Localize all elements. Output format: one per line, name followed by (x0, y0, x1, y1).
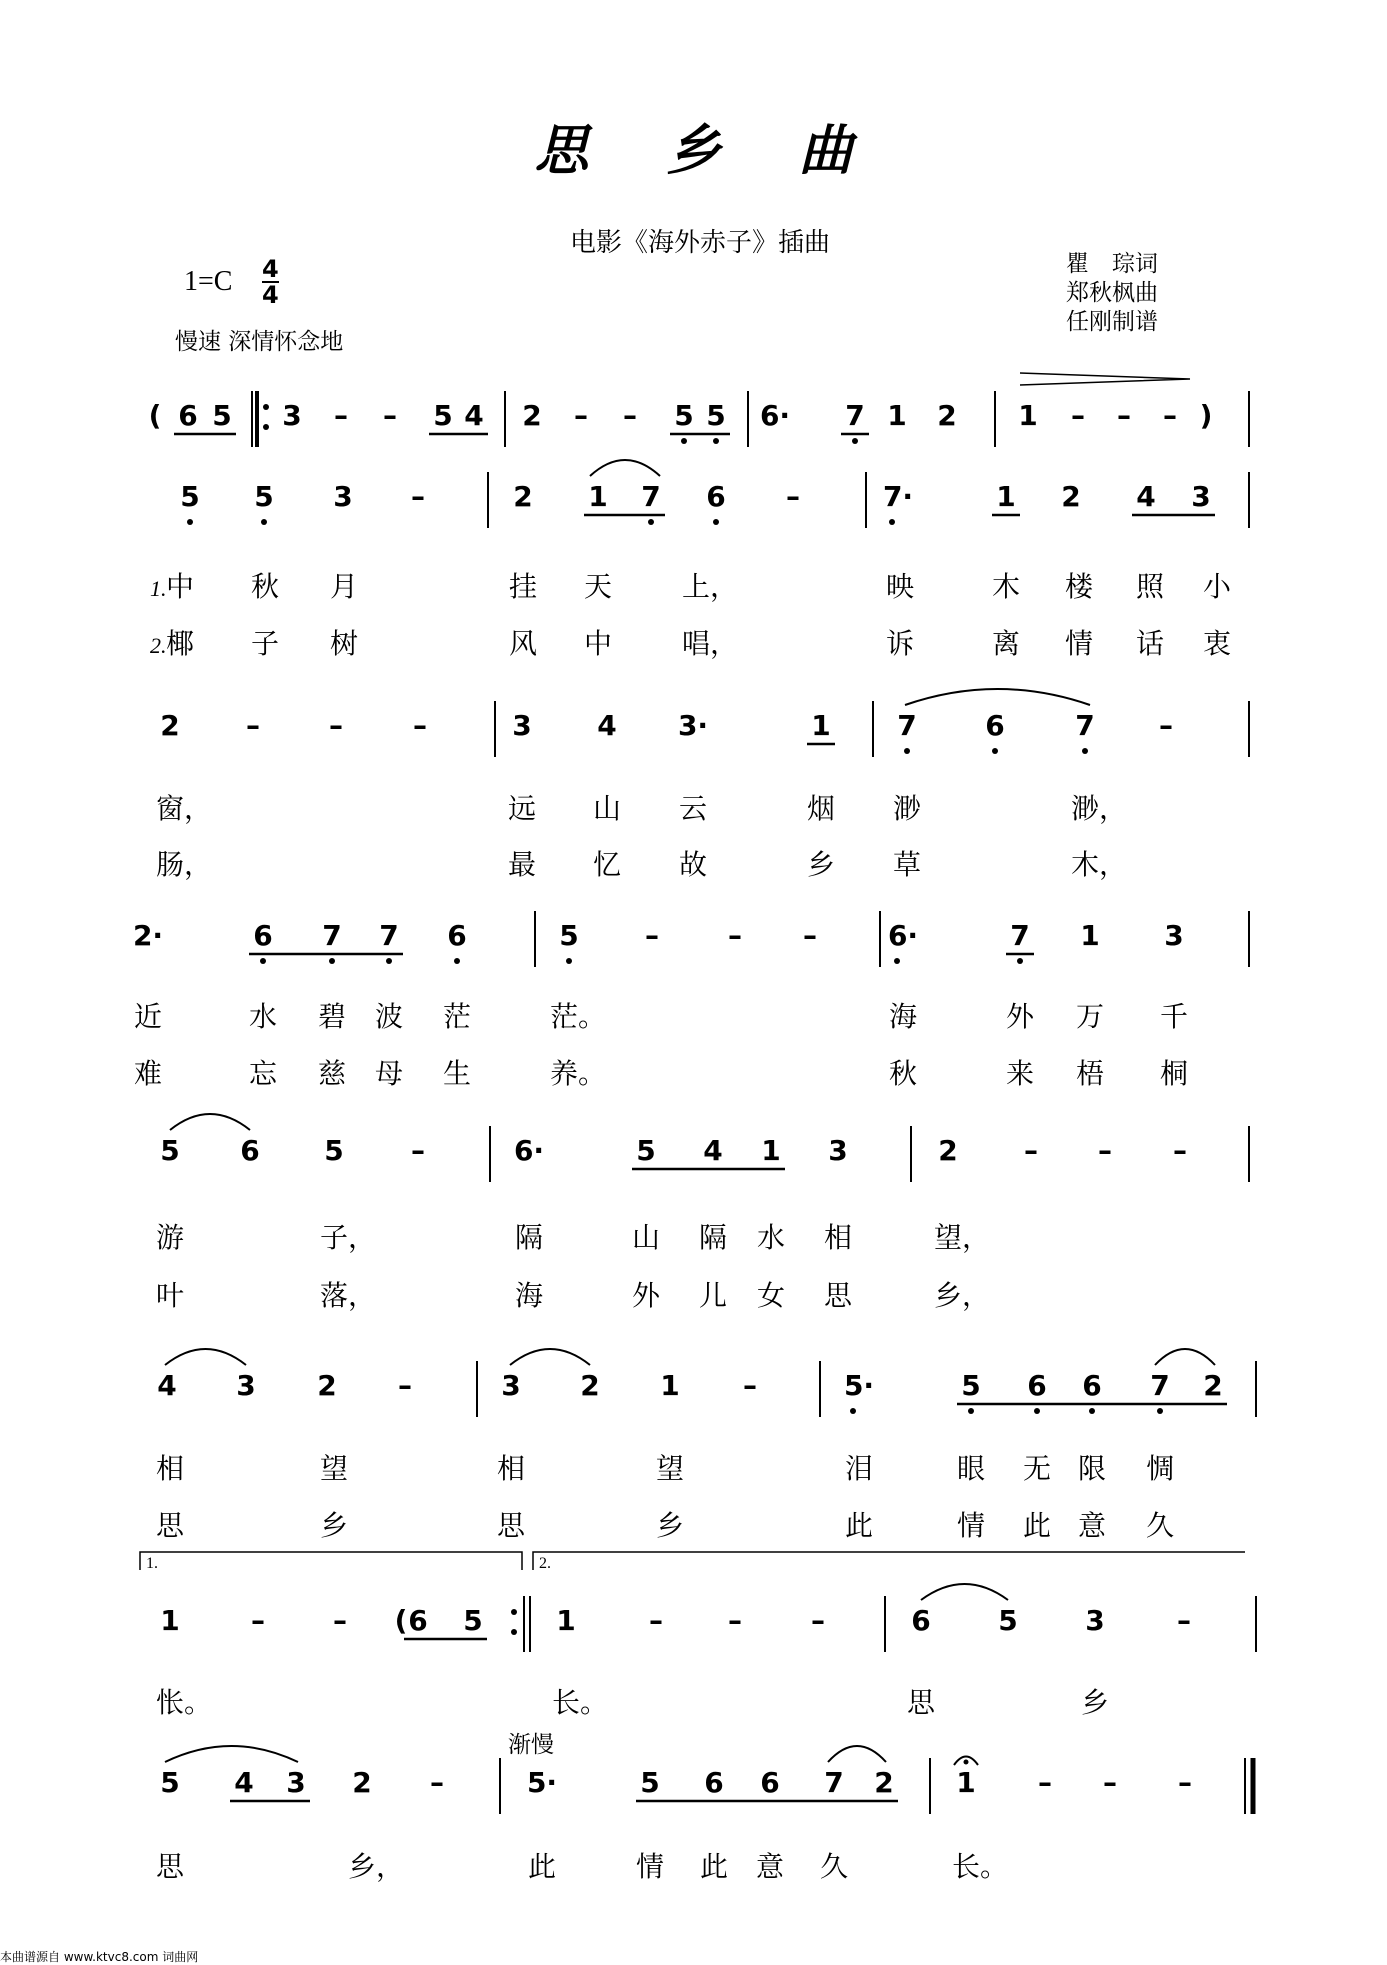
lyric-syllable: 思 (824, 1279, 853, 1312)
note: 7 (1010, 919, 1030, 952)
dash-mark: – (743, 1369, 757, 1402)
lyric-syllable: 母 (375, 1057, 404, 1090)
lyric-syllable: 久 (1146, 1509, 1175, 1542)
lyric-syllable: 相 (497, 1452, 526, 1485)
lyric-syllable: 思 (156, 1850, 185, 1883)
note: 7 (845, 399, 865, 432)
lyric-syllable: 忘 (249, 1057, 278, 1090)
note: 1 (887, 399, 907, 432)
low-octave-dot (992, 748, 998, 754)
dash-mark: – (413, 709, 427, 742)
repeat-dot (263, 424, 269, 430)
lyric-syllable: 相 (156, 1452, 185, 1485)
lyric-syllable: 梧 (1076, 1057, 1105, 1090)
note: 4 (597, 709, 617, 742)
lyric-syllable: 风 (509, 627, 538, 660)
low-octave-dot (1034, 1408, 1040, 1414)
dash-mark: – (728, 919, 742, 952)
low-octave-dot (1017, 958, 1023, 964)
note: 6· (759, 399, 791, 432)
slur (828, 1746, 886, 1762)
lyric-syllable: 海 (515, 1279, 544, 1312)
note: 2 (580, 1369, 600, 1402)
note: 5 (463, 1604, 483, 1637)
lyric-syllable: 隔 (699, 1221, 728, 1254)
note: 5 (180, 480, 200, 513)
note: 6 (760, 1766, 780, 1799)
lyric-syllable: 最 (508, 848, 537, 881)
note: 5 (674, 399, 694, 432)
dash-mark: – (251, 1604, 265, 1637)
dash-mark: – (645, 919, 659, 952)
dash-mark: – (1098, 1134, 1112, 1167)
note: 3 (236, 1369, 256, 1402)
slur (590, 460, 660, 476)
lyric-syllable: 远 (508, 792, 537, 825)
lyric-syllable: 相 (824, 1221, 853, 1254)
dash-mark: – (811, 1604, 825, 1637)
lyric-syllable: 茫。 (550, 1000, 607, 1033)
dash-mark: – (334, 399, 348, 432)
note: 4 (157, 1369, 177, 1402)
lyric-syllable: 故 (679, 848, 708, 881)
dash-mark: – (1038, 1766, 1052, 1799)
note: 1 (556, 1604, 576, 1637)
lyric-syllable: 楼 (1065, 570, 1094, 603)
lyric-syllable: 秋 (889, 1057, 918, 1090)
note: 2 (352, 1766, 372, 1799)
slur (170, 1114, 250, 1130)
low-octave-dot (260, 958, 266, 964)
lyric-syllable: 外 (1006, 1000, 1035, 1033)
slur (1155, 1349, 1215, 1365)
dash-mark: – (1163, 399, 1177, 432)
dash-mark: – (398, 1369, 412, 1402)
lyric-syllable: 子 (251, 627, 280, 660)
lyric-syllable: 望 (656, 1452, 685, 1485)
lyric-syllable: 此 (528, 1850, 557, 1883)
lyric-syllable: 天 (584, 570, 613, 603)
lyric-syllable: 烟 (807, 792, 836, 825)
note: 7 (1075, 709, 1095, 742)
low-octave-dot (894, 958, 900, 964)
lyric-syllable: 照 (1136, 570, 1165, 603)
note: 1 (1080, 919, 1100, 952)
note: 1 (996, 480, 1016, 513)
lyric-syllable: 忆 (593, 848, 622, 881)
slur (165, 1349, 246, 1365)
lyric-syllable: 草 (893, 848, 922, 881)
lyric-syllable: 乡， (348, 1850, 405, 1883)
dash-mark: – (411, 480, 425, 513)
lyric-syllable: 惆 (1146, 1452, 1175, 1485)
lyric-syllable: 渺， (1071, 792, 1128, 825)
note: 3 (1164, 919, 1184, 952)
time-signature-top: 4 (262, 255, 279, 283)
lyric-syllable: 水 (757, 1221, 786, 1254)
lyric-syllable: 情 (1065, 627, 1094, 660)
note: 5 (160, 1134, 180, 1167)
dash-mark: – (246, 709, 260, 742)
dash-mark: – (411, 1134, 425, 1167)
lyric-syllable: 小 (1203, 570, 1232, 603)
note: 3 (286, 1766, 306, 1799)
note: 3 (501, 1369, 521, 1402)
lyricist-credit: 瞿 琮词 (1066, 251, 1158, 277)
low-octave-dot (566, 958, 572, 964)
slur (905, 689, 1090, 705)
note: 2 (513, 480, 533, 513)
volta-label: 1. (146, 1555, 158, 1572)
note: 7· (882, 480, 914, 513)
note: 5 (254, 480, 274, 513)
lyric-syllable: 映 (886, 570, 915, 603)
note: 6 (1027, 1369, 1047, 1402)
lyric-syllable: 意 (756, 1850, 785, 1883)
lyric-syllable: 慈 (318, 1057, 347, 1090)
note: 6 (447, 919, 467, 952)
note: 5 (559, 919, 579, 952)
lyric-syllable: 此 (700, 1850, 729, 1883)
note: 4 (234, 1766, 254, 1799)
lyric-syllable: 长。 (552, 1686, 609, 1719)
low-octave-dot (454, 958, 460, 964)
subtitle: 电影《海外赤子》插曲 (570, 228, 831, 258)
note: 3 (828, 1134, 848, 1167)
low-octave-dot (1082, 748, 1088, 754)
source-footer: 本曲谱源自 www.ktvc8.com 词曲网 (0, 1950, 199, 1964)
lyric-syllable: 隔 (515, 1221, 544, 1254)
lyric-syllable: 乡 (1081, 1686, 1110, 1719)
note: 3 (1191, 480, 1211, 513)
lyric-syllable: 眼 (957, 1452, 986, 1485)
note: 5 (998, 1604, 1018, 1637)
note: 6 (911, 1604, 931, 1637)
lyric-syllable: 木 (992, 570, 1021, 603)
lyric-syllable: 泪 (845, 1452, 874, 1485)
lyric-syllable: 情 (957, 1509, 986, 1542)
note: 4 (703, 1134, 723, 1167)
note: 5· (526, 1766, 558, 1799)
bracket: ) (1199, 399, 1213, 432)
low-octave-dot (648, 519, 654, 525)
note: 6 (178, 399, 198, 432)
low-octave-dot (1157, 1408, 1163, 1414)
slur (921, 1584, 1008, 1600)
lyric-syllable: 望 (320, 1452, 349, 1485)
dash-mark: – (1117, 399, 1131, 432)
lyric-syllable: 望， (934, 1221, 991, 1254)
dash-mark: – (1024, 1134, 1038, 1167)
low-octave-dot (386, 958, 392, 964)
bracket: ( (394, 1604, 408, 1637)
note: 6 (706, 480, 726, 513)
lyric-syllable: 窗， (156, 792, 213, 825)
lyric-syllable: 碧 (318, 1000, 347, 1033)
note: 3 (282, 399, 302, 432)
dash-mark: – (1071, 399, 1085, 432)
lyric-syllable: 怅。 (156, 1686, 213, 1719)
note: 2 (160, 709, 180, 742)
note: 1 (160, 1604, 180, 1637)
note: 5 (212, 399, 232, 432)
lyric-syllable: 限 (1078, 1452, 1107, 1485)
note: 5 (640, 1766, 660, 1799)
lyric-syllable: 茫 (443, 1000, 472, 1033)
note: 5· (843, 1369, 875, 1402)
low-octave-dot (713, 438, 719, 444)
lyric-syllable: 近 (134, 1000, 163, 1033)
lyric-syllable: 渺 (893, 792, 922, 825)
low-octave-dot (713, 519, 719, 525)
note: 1 (588, 480, 608, 513)
repeat-dot (263, 404, 269, 410)
note: 7 (1150, 1369, 1170, 1402)
note: 5 (160, 1766, 180, 1799)
lyric-syllable: 话 (1136, 627, 1165, 660)
dash-mark: – (1173, 1134, 1187, 1167)
ritardando-marking: 渐慢 (508, 1732, 554, 1758)
lyric-syllable: 上， (682, 570, 739, 603)
repeat-dot (511, 1629, 517, 1635)
lyric-syllable: 思 (156, 1509, 185, 1542)
lyric-syllable: 子， (320, 1221, 377, 1254)
lyric-syllable: 乡， (934, 1279, 991, 1312)
time-signature-bottom: 4 (262, 281, 279, 309)
dash-mark: – (574, 399, 588, 432)
note: 7 (322, 919, 342, 952)
lyric-syllable: 水 (249, 1000, 278, 1033)
low-octave-dot (681, 438, 687, 444)
note: 3 (512, 709, 532, 742)
note: 2 (874, 1766, 894, 1799)
lyric-syllable: 外 (632, 1279, 661, 1312)
repeat-dot (511, 1609, 517, 1615)
lyric-syllable: 诉 (886, 627, 915, 660)
lyric-syllable: 儿 (699, 1279, 728, 1312)
note: 6 (1082, 1369, 1102, 1402)
note: 5 (324, 1134, 344, 1167)
volta-bracket (533, 1552, 1245, 1570)
lyric-syllable: 离 (992, 627, 1021, 660)
lyric-syllable: 情 (636, 1850, 665, 1883)
low-octave-dot (329, 958, 335, 964)
lyric-syllable: 乡 (320, 1509, 349, 1542)
note: 1 (811, 709, 831, 742)
lyric-syllable: 桐 (1160, 1057, 1189, 1090)
dash-mark: – (623, 399, 637, 432)
composer-credit: 郑秋枫曲 (1066, 280, 1158, 306)
lyric-syllable: 山 (632, 1221, 661, 1254)
lyric-syllable: 生 (443, 1057, 472, 1090)
lyric-syllable: 中 (166, 570, 195, 603)
song-title: 思乡曲 (534, 118, 931, 182)
note: 7 (897, 709, 917, 742)
note: 2· (132, 919, 164, 952)
dash-mark: – (1177, 1604, 1191, 1637)
lyric-syllable: 长。 (952, 1850, 1009, 1883)
lyric-syllable: 叶 (156, 1279, 185, 1312)
lyric-syllable: 此 (1023, 1509, 1052, 1542)
dash-mark: – (728, 1604, 742, 1637)
note: 2 (938, 1134, 958, 1167)
note: 1 (956, 1766, 976, 1799)
note: 6 (985, 709, 1005, 742)
lyric-syllable: 衷 (1203, 627, 1232, 660)
low-octave-dot (852, 438, 858, 444)
lyric-syllable: 女 (757, 1279, 786, 1312)
note: 6 (408, 1604, 428, 1637)
dash-mark: – (1178, 1766, 1192, 1799)
volta-label: 2. (539, 1555, 551, 1572)
note: 2 (522, 399, 542, 432)
lyric-syllable: 云 (679, 792, 708, 825)
dash-mark: – (803, 919, 817, 952)
dash-mark: – (1159, 709, 1173, 742)
key-signature: 1=C (184, 266, 233, 297)
lyric-syllable: 千 (1160, 1000, 1189, 1033)
lyric-syllable: 乡 (656, 1509, 685, 1542)
note: 7 (641, 480, 661, 513)
lyric-syllable: 海 (889, 1000, 918, 1033)
lyric-syllable: 肠， (156, 848, 213, 881)
slur (165, 1746, 298, 1762)
lyric-syllable: 难 (134, 1057, 163, 1090)
fermata-dot (964, 1760, 969, 1765)
low-octave-dot (889, 519, 895, 525)
note: 1 (1018, 399, 1038, 432)
note: 1 (660, 1369, 680, 1402)
note: 3· (677, 709, 709, 742)
note: 5 (706, 399, 726, 432)
note: 1 (761, 1134, 781, 1167)
lyric-syllable: 唱， (682, 627, 739, 660)
lyric-syllable: 中 (584, 627, 613, 660)
low-octave-dot (187, 519, 193, 525)
tempo-marking: 慢速 深情怀念地 (175, 329, 344, 355)
low-octave-dot (968, 1408, 974, 1414)
note: 5 (433, 399, 453, 432)
lyric-syllable: 木， (1071, 848, 1128, 881)
arranger-credit: 任刚制谱 (1066, 309, 1158, 335)
lyric-syllable: 秋 (251, 570, 280, 603)
note: 2 (317, 1369, 337, 1402)
dash-mark: – (383, 399, 397, 432)
dash-mark: – (329, 709, 343, 742)
lyric-syllable: 养。 (550, 1057, 607, 1090)
lyric-syllable: 思 (497, 1509, 526, 1542)
note: 2 (937, 399, 957, 432)
lyric-syllable: 思 (907, 1686, 936, 1719)
note: 6 (253, 919, 273, 952)
lyric-syllable: 挂 (509, 570, 538, 603)
dash-mark: – (1103, 1766, 1117, 1799)
lyric-syllable: 此 (845, 1509, 874, 1542)
low-octave-dot (1089, 1408, 1095, 1414)
note: 6 (704, 1766, 724, 1799)
lyric-syllable: 月 (330, 570, 359, 603)
note: 6· (887, 919, 919, 952)
note: 4 (464, 399, 484, 432)
lyric-syllable: 游 (156, 1221, 185, 1254)
slur (510, 1349, 590, 1365)
dash-mark: – (430, 1766, 444, 1799)
note: 6 (240, 1134, 260, 1167)
note: 7 (824, 1766, 844, 1799)
note: 7 (379, 919, 399, 952)
dash-mark: – (333, 1604, 347, 1637)
low-octave-dot (904, 748, 910, 754)
lyric-syllable: 久 (820, 1850, 849, 1883)
lyric-syllable: 波 (375, 1000, 404, 1033)
note: 2 (1203, 1369, 1223, 1402)
volta-bracket (140, 1552, 522, 1570)
lyric-syllable: 乡 (807, 848, 836, 881)
verse-number: 2. (150, 633, 167, 658)
note: 5 (636, 1134, 656, 1167)
dash-mark: – (786, 480, 800, 513)
note: 3 (1085, 1604, 1105, 1637)
lyric-syllable: 树 (330, 627, 359, 660)
note: 2 (1061, 480, 1081, 513)
lyric-syllable: 落， (320, 1279, 377, 1312)
verse-number: 1. (150, 576, 167, 601)
low-octave-dot (261, 519, 267, 525)
lyric-syllable: 来 (1006, 1057, 1035, 1090)
note: 4 (1136, 480, 1156, 513)
lyric-syllable: 万 (1076, 1000, 1105, 1033)
note: 5 (961, 1369, 981, 1402)
lyric-syllable: 山 (593, 792, 622, 825)
lyric-syllable: 椰 (166, 627, 195, 660)
note: 3 (333, 480, 353, 513)
note: 6· (513, 1134, 545, 1167)
lyric-syllable: 意 (1078, 1509, 1107, 1542)
crescendo-hairpin (1020, 373, 1190, 385)
low-octave-dot (850, 1408, 856, 1414)
dash-mark: – (649, 1604, 663, 1637)
lyric-syllable: 无 (1023, 1452, 1052, 1485)
bracket: ( (148, 399, 162, 432)
